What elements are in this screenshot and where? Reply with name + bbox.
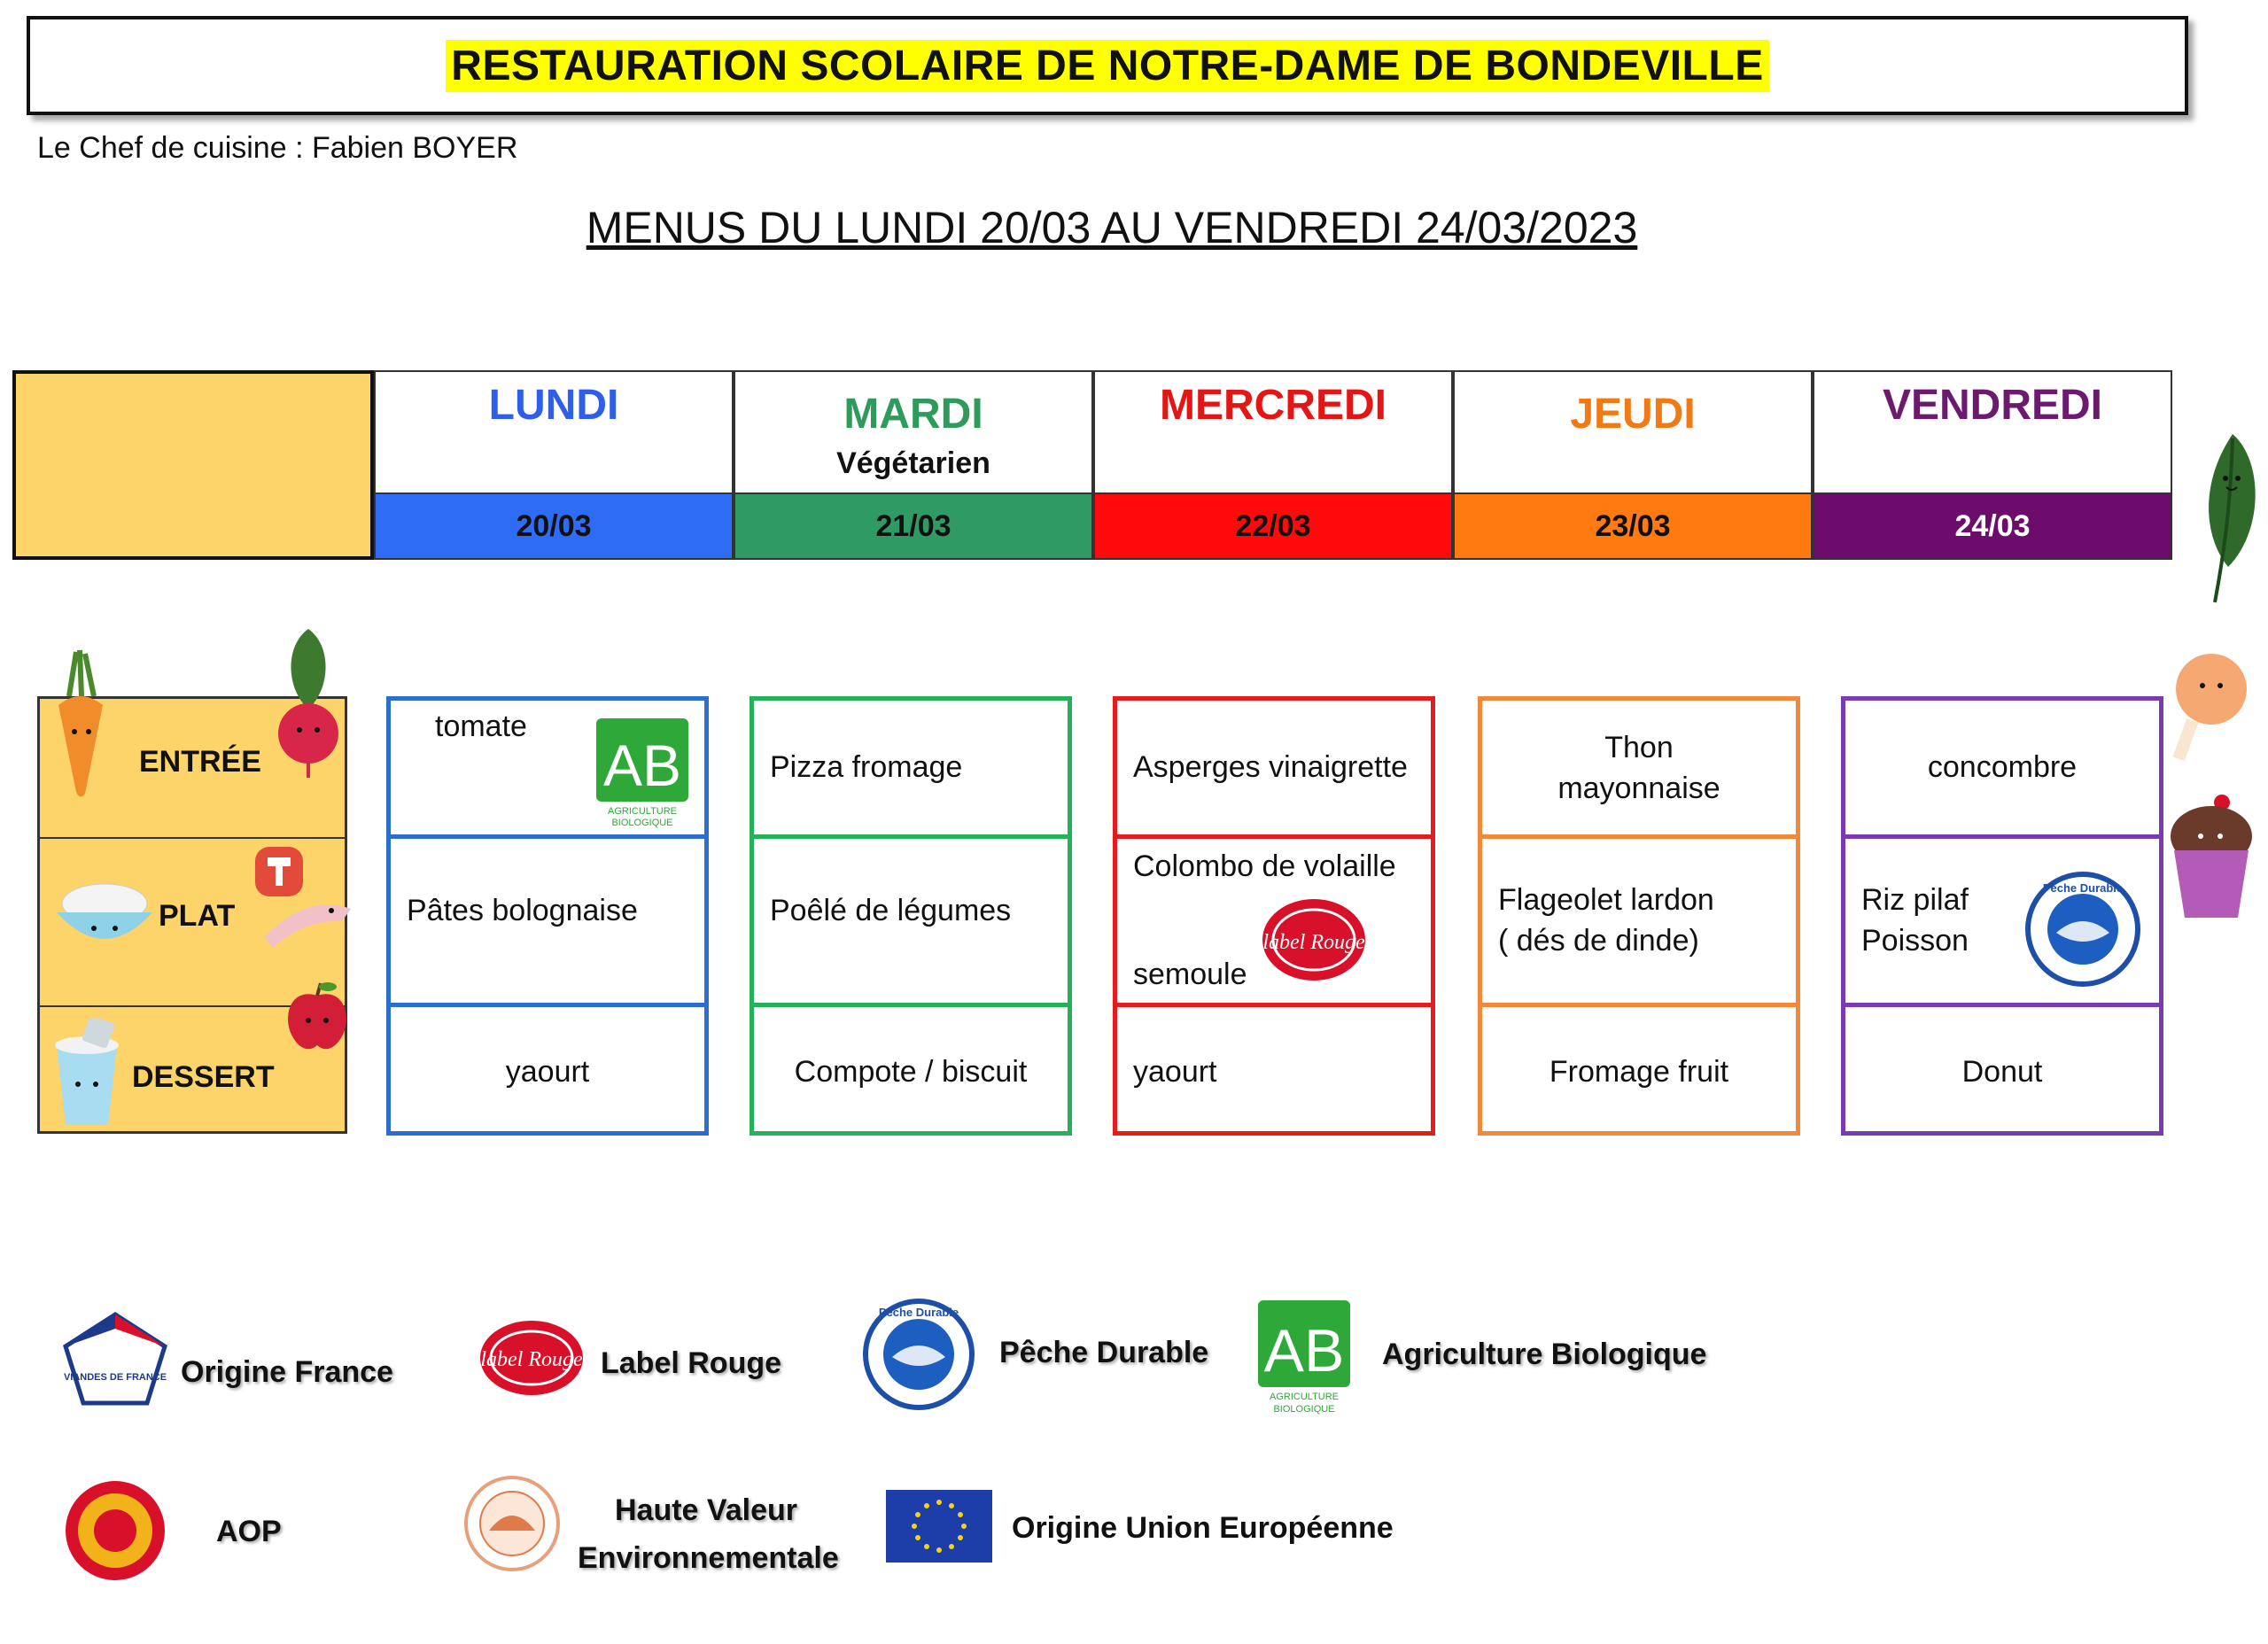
day-date: 23/03 [1455,492,1811,558]
legend-aop: AOP [216,1515,282,1548]
menu-cell-dessert [391,1007,704,1131]
svg-text:Pêche Durable: Pêche Durable [878,1306,959,1319]
day-date: 20/03 [376,492,732,558]
day-date: 21/03 [735,492,1091,558]
category-label: PLAT [159,899,236,933]
peche-durable-legend-icon [861,1297,976,1412]
menu-cell-plat [391,839,704,1007]
day-subtitle: Végétarien [836,446,990,480]
legend-hve-line1: Haute Valeur [615,1493,797,1527]
days-header-corner [12,370,374,560]
dish-text: Riz pilaf [1861,883,1969,917]
dish-text: ( dés de dinde) [1498,924,1699,958]
menu-cell-dessert [1482,1007,1796,1131]
legend-origine-france: Origine France [181,1355,393,1389]
menu-cell-entree [1117,701,1431,839]
yogurt-cup-icon [50,1019,124,1130]
cupcake-icon [2167,788,2256,921]
day-header-lundi [374,370,734,560]
day-name: MARDI [843,391,983,438]
menu-box-lundi [386,696,709,1136]
label-rouge-logo-icon [1259,894,1369,986]
eu-flag-icon [886,1490,992,1563]
day-header-vendredi [1813,370,2172,560]
legend-label-rouge: Label Rouge [601,1346,782,1380]
agriculture-bio-logo-icon [596,718,688,828]
day-date: 24/03 [1814,492,2171,558]
dish-text: tomate [435,710,527,743]
svg-text:AGRICULTURE: AGRICULTURE [607,806,678,817]
peche-durable-logo-icon [2024,871,2141,988]
legend-agriculture-biologique: Agriculture Biologique [1382,1338,1707,1371]
dish-text: Poisson [1861,924,1969,958]
apple-icon [282,981,353,1056]
page-title: RESTAURATION SCOLAIRE DE NOTRE-DAME DE BONDEVILLE [446,40,1768,92]
chicken-leg-icon [2162,647,2250,779]
day-name: LUNDI [488,382,619,429]
radish-icon [266,620,351,779]
dish-text: mayonnaise [1557,772,1720,805]
day-header-mardi [734,370,1093,560]
menu-box-jeudi [1478,696,1800,1136]
dish-text: Thon [1604,731,1674,764]
legend-peche-durable: Pêche Durable [999,1336,1209,1369]
dish-text: Pizza fromage [770,750,963,784]
dish-text: Poêlé de légumes [770,894,1012,927]
day-name: JEUDI [1570,391,1696,438]
svg-text:VIANDES DE FRANCE: VIANDES DE FRANCE [63,1372,167,1383]
legend-origine-union-europeenne: Origine Union Européenne [1012,1511,1394,1545]
label-rouge-legend-icon [477,1316,586,1400]
day-name: MERCREDI [1159,382,1386,429]
aop-logo-icon [62,1477,168,1584]
meat-and-fish-icon [246,840,356,955]
dish-text: Pâtes bolognaise [407,894,638,927]
menu-cell-plat [1117,839,1431,1007]
menu-box-mardi [750,696,1072,1136]
day-header-jeudi [1453,370,1813,560]
menu-period-title: MENUS DU LUNDI 20/03 AU VENDREDI 24/03/2023 [586,203,1638,252]
menu-box-mercredi [1113,696,1435,1136]
dish-text: Flageolet lardon [1498,883,1714,917]
agriculture-bio-legend-icon [1256,1300,1352,1415]
haute-valeur-environnementale-logo-icon [462,1474,562,1573]
svg-text:Pêche Durable: Pêche Durable [2042,881,2124,895]
day-date: 22/03 [1095,492,1451,558]
svg-text:AB: AB [602,733,682,798]
svg-text:BIOLOGIQUE: BIOLOGIQUE [611,818,673,828]
category-label: DESSERT [132,1060,275,1094]
dish-text: yaourt [505,1055,590,1089]
menu-cell-entree [754,701,1068,839]
legend-hve-line2: Environnementale [578,1541,839,1575]
dish-text: Compote / biscuit [794,1055,1028,1089]
title-banner [27,16,2188,115]
menu-cell-entree [391,701,704,839]
dish-text: concombre [1927,750,2078,784]
rice-bowl-icon [51,877,158,957]
menu-box-vendredi [1841,696,2163,1136]
day-header-mercredi [1093,370,1453,560]
dish-text: yaourt [1133,1055,1217,1089]
menu-cell-dessert [1845,1007,2159,1131]
carrot-icon [50,643,112,803]
viandes-de-france-logo-icon [62,1311,168,1408]
svg-text:BIOLOGIQUE: BIOLOGIQUE [1273,1404,1335,1415]
svg-text:AB: AB [1263,1317,1345,1384]
dish-text: Donut [1961,1055,2043,1089]
menu-cell-dessert [754,1007,1068,1131]
svg-text:label Rouge: label Rouge [1262,931,1365,954]
category-label: ENTRÉE [139,745,261,779]
menu-cell-entree [1482,701,1796,839]
menu-cell-plat [1845,839,2159,1007]
chef-name: Le Chef de cuisine : Fabien BOYER [37,131,518,165]
svg-text:AGRICULTURE: AGRICULTURE [1269,1392,1340,1402]
svg-text:label Rouge: label Rouge [480,1348,583,1371]
dish-text: Colombo de volaille [1133,849,1396,883]
menu-cell-entree [1845,701,2159,839]
day-name: VENDREDI [1882,382,2103,429]
menu-cell-dessert [1117,1007,1431,1131]
menu-cell-plat [754,839,1068,1007]
dish-text: semoule [1133,958,1247,991]
dish-text: Asperges vinaigrette [1133,750,1408,784]
menu-cell-plat [1482,839,1796,1007]
dish-text: Fromage fruit [1549,1055,1729,1089]
spinach-leaf-icon [2179,425,2264,611]
